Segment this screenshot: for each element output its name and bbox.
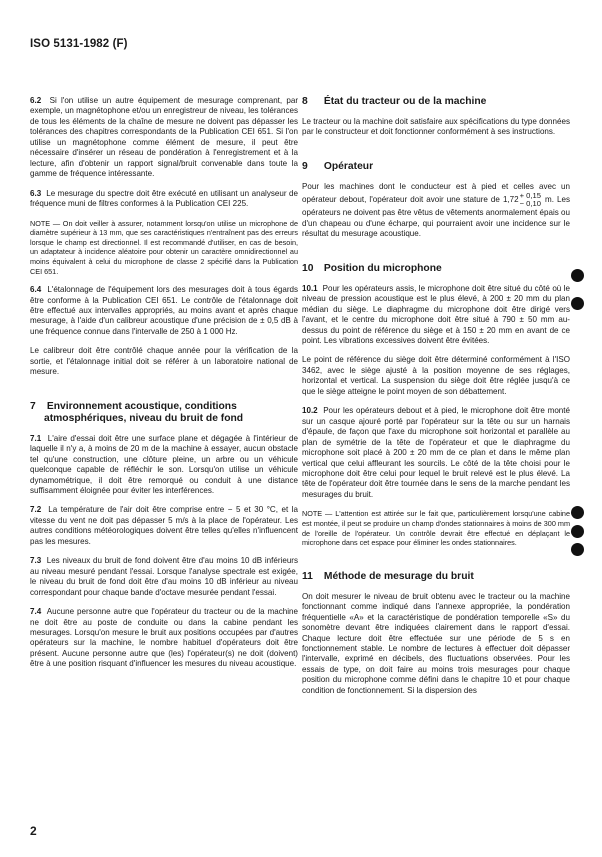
section-7-heading [30,401,298,425]
page-number: 2 [30,824,37,838]
clause-text: L'étalonnage de l'équipement lors des mesurages doit à tous égards être conforme à la Publication CEI 651. Le contrôle de l'étalonnage doit être effectué aux intervalles appropriés, au moins avant et après chaque mesurage, à l'aide d'un calibreur acoustique d'une précision de ± 0,5 dB à une fréquence connue dans l'intervalle de 250 à 1 000 Hz. [30,285,298,336]
section-title: Position du microphone [323,262,442,274]
clause-number: 7.1 [30,433,42,443]
clause-text: Aucune personne autre que l'opérateur du tracteur ou de la machine ne doit être au poste de conduite ou dans la cabine pendant les mesurages. Lorsqu'on mesure le bruit aux positions occupées par d'autres opérateurs sur la machine, le nombre habituel d'opérateurs doit être présent. Aucune personne autre que (les) l'opérateur(s) ne doit (doivent) être à une position risquant d'influencer les mesures du niveau acoustique. [30,607,298,669]
stature-clothing-text: m. Les opérateurs ne doivent pas être vêtus de vêtements anormalement épais ou d'un chapeau ou d'une écharpe, qui pourraient avoir une incidence sur le résultat du mesurage acoustique. [302,195,570,239]
tolerance-minus: − 0,10 [519,199,541,209]
note-microphone: NOTE — On doit veiller à assurer, notamment lorsqu'on utilise un microphone de diamètre supérieur à 13 mm, que ses caractéristiques n'entraînent pas des erreurs lorsque le champ est directionnel. Il est recommandé d'utiliser, en cas de besoin, un adaptateur à incidence aléatoire pour obtenir un caractère omnidirectionnel au moins équivalent à celui du microphone de classe 2 spécifié dans la Publication CEI 651. [30,218,298,276]
section-number: 9 [302,160,308,172]
paragraph-7-2 [30,505,298,547]
section-title-line2: atmosphériques, niveau du bruit de fond [44,412,244,424]
left-column [30,96,298,679]
margin-mark [571,525,584,538]
stature-value: 1,72 [502,195,519,205]
section-number: 8 [302,96,308,107]
margin-mark [571,506,584,519]
paragraph-10-1-seat-reference: Le point de référence du siège doit être déterminé conformément à l'ISO 3462, avec le siège ajusté à la position moyenne de ses réglages, horizontal et vertical. La suspension du siège doit être réglée jusqu'à ce que le siège atteigne le point moyen de son débattement. [302,355,570,396]
note-standing-waves: NOTE — L'attention est attirée sur le fait que, particulièrement lorsqu'une cabine est montée, il peut se produire un champ d'ondes stationnaires à moins de 300 mm de l'oreille de l'opérateur. Un contrôle devrait être effectué en déplaçant le microphone dans cet espace pour éliminer les ondes stationnaires. [302,509,570,548]
paragraph-6-4 [30,285,298,337]
section-8-heading [302,96,570,108]
clause-number: 7.4 [30,607,42,617]
clause-number: 10.1 [302,283,318,293]
clause-text: L'aire d'essai doit être une surface plane et dégagée à l'intérieur de laquelle il n'y a, à moins de 20 m de la machine à essayer, aucun obstacle tel qu'une construction, une clôture pleine, un arbre ou un véhicule quelconque capable de réfléchir le son. Lorsqu'on utilise un véhicule dynamométrique, il doit être remorqué ou conduit à une distance suffisamment éloignée pour éviter les interférences. [30,433,298,495]
clause-text: Pour les opérateurs debout et à pied, le microphone doit être monté sur un casque ajouré porté par l'opérateur sur la tête ou sur un harnais d'épaule, de façon que l'axe du microphone soit horizontal et parallèle au plan de symétrie de la tête de l'opérateur et que le diaphragme du microphone soit placé à 200 ± 20 mm de ce plan et dans le même plan vertical que celui affleurant les sourcils. Le côté de la tête choisi pour le microphone doit être celui pour lequel le bruit relevé est le plus élevé. La tête de l'opérateur doit être tournée dans le sens de la marche pendant les mesurages du bruit. [302,406,570,499]
section-number: 7 [30,400,36,412]
clause-number: 6.4 [30,285,42,295]
clause-number: 7.2 [30,505,42,515]
paragraph-8: Le tracteur ou la machine doit satisfaire aux spécifications du type données par le constructeur et doit fonctionner conformément à ses instructions. [302,117,570,137]
clause-number: 7.3 [30,556,42,566]
section-title: Opérateur [323,160,374,172]
section-title: État du tracteur ou de la machine [323,96,487,107]
section-10-heading [302,263,570,275]
paragraph-11: On doit mesurer le niveau de bruit obtenu avec le tracteur ou la machine fonctionnant comme indiqué dans l'annexe appropriée, la pondération fréquentielle «A» et la caractéristique de pondération temporelle «S» du sonomètre devant être indiquées clairement dans le rapport d'essai. Chaque lecture doit être effectuée sur une période de 5 s en fonctionnement stable. Le nombre de lectures à effectuer doit dépasser l'intervalle, exprimé en décibels, des fluctuations observées. Pour les essais de type, on doit faire au moins trois mesurages pour chaque position du microphone comme défini dans le chapitre 10 et pour chaque condition de fonctionnement. Si la dispersion des [302,591,570,695]
clause-number: 10.2 [302,406,318,416]
section-9-heading [302,161,570,173]
clause-number: 6.2 [30,96,42,105]
paragraph-6-2 [30,96,298,180]
clause-text: Le mesurage du spectre doit être exécuté en utilisant un analyseur de fréquence muni de filtres conformes à la Publication CEI 225. [30,188,298,209]
paragraph-10-1 [302,284,570,347]
margin-mark [571,543,584,556]
paragraph-7-1 [30,434,298,497]
paragraph-10-2 [302,406,570,500]
section-11-heading [302,571,570,583]
stature-intro: Pour les machines dont le conducteur est à pied et celles avec un opérateur debout, l'opérateur doit avoir une stature de [302,181,570,205]
section-number: 10 [302,262,314,274]
paragraph-7-4 [30,607,298,670]
stature-tolerance [520,192,541,208]
document-header: ISO 5131-1982 (F) [30,38,128,50]
paragraph-7-3 [30,556,298,598]
margin-mark [571,269,584,282]
clause-text: Les niveaux du bruit de fond doivent être d'au moins 10 dB inférieurs au niveau mesuré pendant l'essai. Lorsque l'analyse spectrale est exigée, le niveau du bruit de fond doit être d'au moins 10 dB inférieur au niveau correspondant pour chaque bande d'octave mesurée pendant l'essai. [30,556,298,597]
section-number: 11 [302,570,313,582]
clause-text: Si l'on utilise un autre équipement de mesurage comprenant, par exemple, un magnétophone et/ou un enregistreur de niveau, les tolérances de tous les éléments de la chaîne de mesure ne doivent pas dépasser les tolérances des chapitres correspondants de la Publication CEI 651. Si l'on utilise un magnétophone comme élément de mesure, il peut être nécessaire d'insérer un réseau de pondération à l'enregistrement et à la lecture, afin d'obtenir un rapport signal/bruit convenable dans toute la gamme de fréquence intéressante. [30,96,298,179]
clause-text: La température de l'air doit être comprise entre − 5 et 30 °C, et la vitesse du vent ne doit pas dépasser 5 m/s à la place de l'opérateur. Les autres conditions météorologiques doivent être telles qu'elles n'influencent pas les mesures. [30,505,298,546]
section-title-line1: Environnement acoustique, conditions [46,400,237,412]
paragraph-9 [302,182,570,240]
paragraph-6-3 [30,189,298,210]
clause-number: 6.3 [30,188,42,198]
margin-mark [571,297,584,310]
paragraph-6-4-calibrator: Le calibreur doit être contrôlé chaque année pour la vérification de la sortie, et l'étalonnage initial doit se référer à un laboratoire national de mesure. [30,346,298,377]
section-title: Méthode de mesurage du bruit [323,570,474,582]
tolerance-plus: + 0,15 [519,191,541,201]
clause-text: Pour les opérateurs assis, le microphone doit être situé du côté où le niveau de pression acoustique est le plus élevé, à 200 ± 20 mm du plan médian du siège. Le diaphragme du microphone doit être dirigé vers l'avant, et le centre du microphone doit être situé à 790 ± 50 mm au-dessus du point de référence du siège et à 150 ± 20 mm en avant de ce point. Les vibrations excessives doivent être évitées. [302,283,570,345]
right-column [302,96,570,705]
